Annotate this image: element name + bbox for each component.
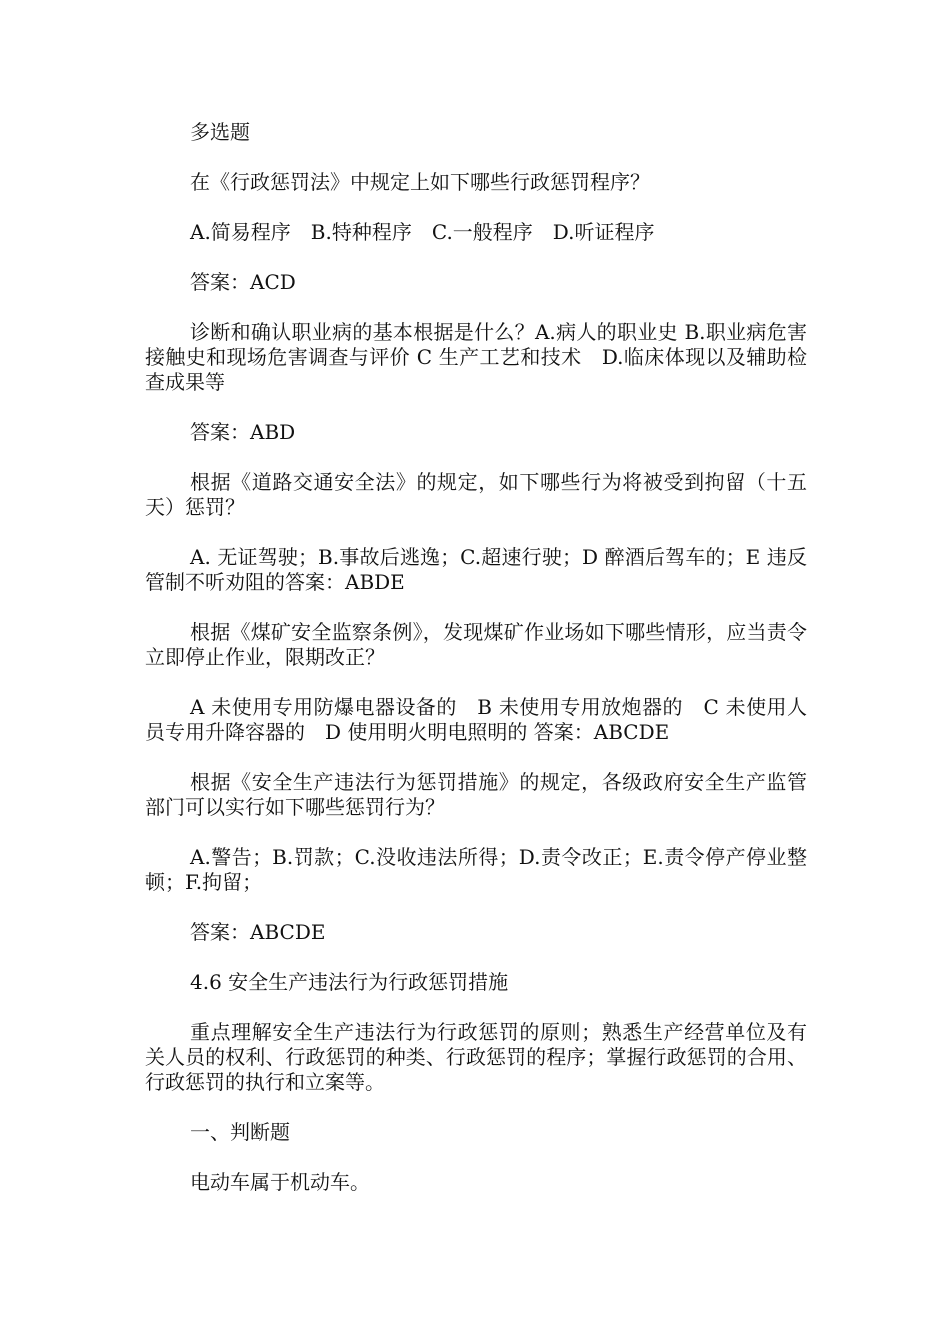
question-5-options: A.警告；B.罚款；C.没收违法所得；D.责令改正；E.责令停产停业整顿；F.拘留； [145,845,807,894]
true-false-question-1: 电动车属于机动车。 [190,1170,370,1194]
section-title-4-6: 4.6 安全生产违法行为行政惩罚措施 [190,970,509,994]
section-summary: 重点理解安全生产违法行为行政惩罚的原则；熟悉生产经营单位及有关人员的权利、行政惩罚的种类、行政惩罚的程序；掌握行政惩罚的合用、行政惩罚的执行和立案等。 [145,1020,807,1094]
question-1-answer: 答案：ACD [190,270,296,294]
section-heading-multiple-choice: 多选题 [190,120,250,144]
question-5: 根据《安全生产违法行为惩罚措施》的规定，各级政府安全生产监管部门可以实行如下哪些惩罚行为？ [145,770,807,819]
question-4-options-answer: A 未使用专用防爆电器设备的 B 未使用专用放炮器的 C 未使用人员专用升降容器的 D 使用明火明电照明的 答案：ABCDE [145,695,807,744]
question-1: 在《行政惩罚法》中规定上如下哪些行政惩罚程序？ [190,170,650,194]
question-2: 诊断和确认职业病的基本根据是什么？A.病人的职业史 B.职业病危害接触史和现场危害调查与评价 C 生产工艺和技术 D.临床体现以及辅助检查成果等 [145,320,807,394]
question-3: 根据《道路交通安全法》的规定，如下哪些行为将被受到拘留（十五天）惩罚？ [145,470,807,519]
section-heading-true-false: 一、判断题 [190,1120,290,1144]
question-1-options: A.简易程序 B.特种程序 C.一般程序 D.听证程序 [190,220,655,244]
question-4: 根据《煤矿安全监察条例》，发现煤矿作业场如下哪些情形，应当责令立即停止作业，限期改正？ [145,620,807,669]
document-body [145,120,807,1220]
question-3-options-answer: A. 无证驾驶；B.事故后逃逸；C.超速行驶；D 醉酒后驾车的；E 违反管制不听劝阻的答案：ABDE [145,545,807,594]
question-5-answer: 答案：ABCDE [190,920,326,944]
question-2-answer: 答案：ABD [190,420,296,444]
